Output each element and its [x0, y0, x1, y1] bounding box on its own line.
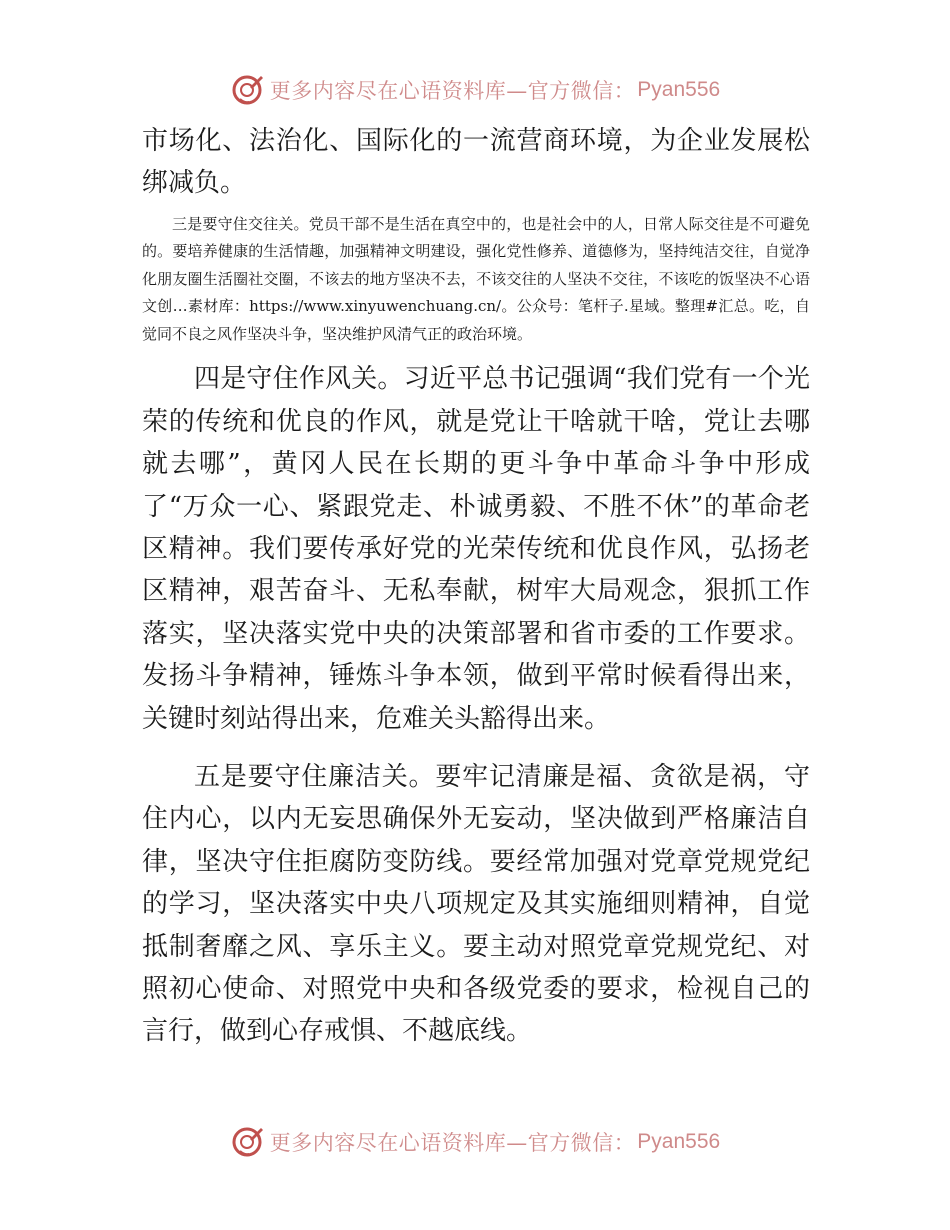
header-banner-text: 更多内容尽在心语资料库—官方微信： — [269, 79, 636, 103]
paragraph-lianjie: 五是要守住廉洁关。要牢记清廉是福、贪欲是祸，守住内心，以内无妄思确保外无妄动，坚决做到严格廉洁自律，坚决守住拒腐防变防线。要经常加强对党章党规党纪的学习，坚决落实中央八项规定及其实施细则精神，自觉抵制奢靡之风、享乐主义。要主动对照党章党规党纪、对照初心使命、对照党中央和各级党委的要求，检视自己的言行，做到心存戒惧、不越底线。 — [142, 761, 810, 1047]
header-banner — [0, 70, 950, 110]
paragraph-continued: 市场化、法治化、国际化的一流营商环境，为企业发展松绑减负。 — [142, 126, 810, 199]
footer-wechat-handle: Pyan556 — [637, 1130, 721, 1153]
paragraph-zuofeng: 四是守住作风关。习近平总书记强调“我们党有一个光荣的传统和优良的作风，就是党让干啥就干啥，党让去哪就去哪”，黄冈人民在长期的更斗争中革命斗争中形成了“万众一心、紧跟党走、朴诚勇毅、不胜不休”的革命老区精神。我们要传承好党的光荣传统和优良作风，弘扬老区精神，艰苦奋斗、无私奉献，树牢大局观念，狠抓工作落实，坚决落实党中央的决策部署和省市委的工作要求。发扬斗争精神，锤炼斗争本领，做到平常时候看得出来，关键时刻站得出来，危难关头豁得出来。 — [142, 364, 810, 734]
document-body — [142, 120, 810, 1053]
footer-banner — [0, 1122, 950, 1162]
footer-banner-text: 更多内容尽在心语资料库—官方微信： — [269, 1131, 636, 1155]
pen-logo-icon — [230, 73, 264, 107]
pen-logo-icon — [230, 1125, 264, 1159]
header-wechat-handle: Pyan556 — [637, 78, 721, 101]
paragraph-jiaowang: 三是要守住交往关。党员干部不是生活在真空中的，也是社会中的人，日常人际交往是不可避免的。要培养健康的生活情趣，加强精神文明建设，强化党性修养、道德修为，坚持纯洁交往，自觉净化朋友圈生活圈社交圈，不该去的地方坚决不去，不该交往的人坚决不交往，不该吃的饭坚决不心语文创…素材库：https://www.xinyuwenchuang.cn/。公众号：笔杆子.星域。整理#汇总。吃，自觉同不良之风作坚决斗争，坚决维护风清气正的政治环境。 — [142, 214, 810, 343]
